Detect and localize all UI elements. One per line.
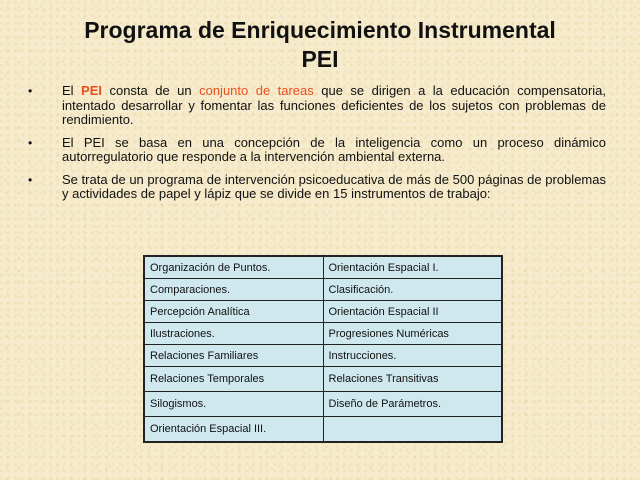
- table-cell: Instrucciones.: [323, 345, 502, 367]
- table-cell: Orientación Espacial I.: [323, 256, 502, 279]
- table-cell: Clasificación.: [323, 279, 502, 301]
- table-cell: Orientación Espacial II: [323, 301, 502, 323]
- tasks-highlight: conjunto de tareas: [199, 83, 314, 98]
- table-cell: [323, 417, 502, 443]
- table-row: [144, 256, 502, 279]
- bullet-item: [28, 84, 606, 128]
- bullet-1-post: que se dirigen a la educación compensatoria, intentado desarrollar y fomentar las funciones deficientes de los sujetos con problemas de rendimiento.: [62, 83, 606, 127]
- table-row: [144, 323, 502, 345]
- table-row: [144, 301, 502, 323]
- bullet-list: [28, 84, 606, 210]
- bullet-item: [28, 173, 606, 202]
- bullet-1-pre: El: [62, 83, 82, 98]
- table-row: [144, 345, 502, 367]
- title-line-2: PEI: [301, 46, 339, 72]
- bullet-icon: •: [28, 172, 33, 187]
- table-cell: Diseño de Parámetros.: [323, 392, 502, 417]
- instruments-table: [143, 255, 503, 443]
- slide-title: [40, 16, 600, 74]
- bullet-item: [28, 136, 606, 165]
- table-cell: Relaciones Transitivas: [323, 367, 502, 392]
- table-cell: Organización de Puntos.: [144, 256, 323, 279]
- table-cell: Comparaciones.: [144, 279, 323, 301]
- bullet-1-mid: consta de un: [102, 83, 200, 98]
- table-cell: Percepción Analítica: [144, 301, 323, 323]
- table-cell: Ilustraciones.: [144, 323, 323, 345]
- bullet-icon: •: [28, 135, 33, 150]
- pei-highlight: PEI: [81, 83, 102, 98]
- table-cell: Orientación Espacial III.: [144, 417, 323, 443]
- title-line-1: Programa de Enriquecimiento Instrumental: [84, 17, 556, 43]
- table-row: [144, 392, 502, 417]
- bullet-3-text: Se trata de un programa de intervención psicoeducativa de más de 500 páginas de problemas y actividades de papel y lápiz que se divide en 15 instrumentos de trabajo:: [62, 171, 606, 201]
- table-cell: Relaciones Familiares: [144, 345, 323, 367]
- bullet-2-text: El PEI se basa en una concepción de la inteligencia como un proceso dinámico autorregulatorio que responde a la intervención ambiental externa.: [62, 134, 606, 164]
- table-row: [144, 279, 502, 301]
- table-row: [144, 417, 502, 443]
- table-cell: Silogismos.: [144, 392, 323, 417]
- table-cell: Relaciones Temporales: [144, 367, 323, 392]
- table-cell: Progresiones Numéricas: [323, 323, 502, 345]
- bullet-icon: •: [28, 84, 33, 98]
- table-row: [144, 367, 502, 392]
